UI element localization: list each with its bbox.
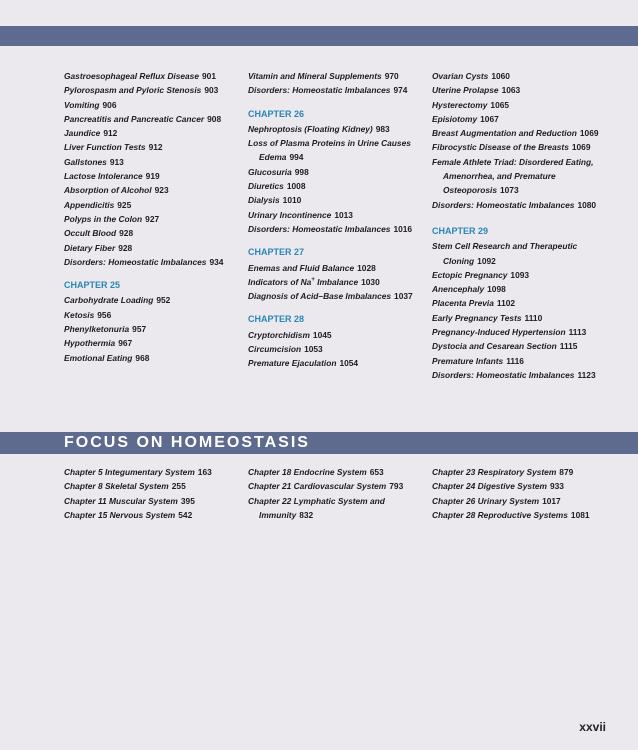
entry-title: Nephroptosis (Floating Kidney): [248, 123, 373, 134]
entry-title: Disorders: Homeostatic Imbalances: [64, 256, 207, 267]
entry-page: 1030: [361, 276, 380, 287]
entry-title: Stem Cell Research and Therapeutic Cloning: [432, 241, 578, 266]
entry-page: 923: [154, 185, 169, 196]
toc-entry: [64, 479, 244, 493]
toc-entry: [248, 222, 428, 236]
entry-page: 925: [117, 199, 132, 210]
entry-page: 1098: [487, 284, 506, 295]
entry-page: 983: [375, 123, 390, 134]
entry-page: 1102: [496, 298, 516, 309]
entry-page: 1016: [393, 223, 413, 234]
entry-title: Chapter 15 Nervous System: [64, 509, 176, 520]
entry-title: Urinary Incontinence: [248, 209, 332, 220]
entry-title: Disorders: Homeostatic Imbalances: [248, 85, 391, 96]
toc-entry: [64, 112, 244, 126]
entry-page: 934: [209, 256, 224, 267]
entry-title: Chapter 23 Respiratory System: [432, 467, 557, 477]
entry-title: Disorders: Homeostatic Imbalances: [432, 369, 575, 380]
chapter-heading: CHAPTER 28: [248, 314, 305, 325]
entry-page: 908: [207, 113, 222, 124]
entry-title: Premature Ejaculation: [248, 358, 337, 369]
toc-entry: [432, 268, 612, 282]
toc-entry: [248, 356, 428, 370]
entry-page: 1069: [571, 142, 591, 153]
toc-entry: [432, 112, 612, 126]
toc-entry: [432, 282, 612, 296]
entry-page: 1116: [506, 355, 524, 366]
entry-title: Dystocia and Cesarean Section: [432, 341, 557, 352]
entry-title: Phenylketonuria: [64, 324, 130, 335]
entry-page: 1115: [559, 341, 578, 352]
toc-entry: [432, 126, 612, 140]
entry-title: Diuretics: [248, 181, 284, 192]
entry-page: 1093: [510, 269, 530, 280]
entry-page: 957: [132, 324, 147, 335]
focus-band: [0, 432, 638, 454]
entry-page: 906: [102, 99, 117, 110]
toc-entry: [248, 208, 428, 222]
toc-entry: [432, 508, 612, 522]
entry-title: Chapter 26 Urinary System: [432, 495, 540, 506]
entry-title: Female Athlete Triad: Disordered Eating, Amenorrhea, and Premature Osteoporosis: [432, 156, 594, 196]
entry-title: Hysterectomy: [432, 99, 488, 110]
entry-page: 1110: [524, 312, 543, 323]
toc-entry: [432, 155, 612, 198]
entry-page: 1053: [304, 344, 323, 355]
toc-entry: [64, 508, 244, 522]
toc-entry: [248, 136, 428, 165]
page-number: xxvii: [579, 720, 606, 734]
entry-title: Chapter 21 Cardiovascular System: [248, 481, 387, 492]
entry-page: 913: [109, 156, 124, 167]
toc-entry: [64, 183, 244, 197]
toc-entry: [432, 311, 612, 325]
entry-title: Diagnosis of Acid–Base Imbalances: [248, 291, 392, 302]
entry-title-cont: Imbalance: [314, 276, 359, 287]
entry-title: Episiotomy: [432, 113, 478, 124]
toc-entry: [64, 336, 244, 350]
toc-entry: [248, 122, 428, 136]
toc-entry: [432, 198, 612, 212]
entry-title: Loss of Plasma Proteins in Urine Causes Edema: [248, 138, 411, 163]
chapter-heading: CHAPTER 26: [248, 108, 305, 119]
entry-superscript: +: [311, 277, 315, 284]
entry-page: 933: [549, 481, 564, 492]
entry-page: 912: [103, 128, 118, 139]
entry-title: Polyps in the Colon: [64, 213, 143, 224]
focus-title: FOCUS ON HOMEOSTASIS: [64, 434, 310, 451]
toc-column-1: [64, 69, 244, 365]
entry-page: 1010: [282, 195, 302, 206]
toc-entry: [248, 69, 428, 83]
entry-page: 903: [204, 85, 219, 96]
entry-page: 1081: [570, 509, 590, 520]
entry-title: Occult Blood: [64, 228, 117, 239]
entry-title: Enemas and Fluid Balance: [248, 262, 355, 273]
focus-column-1: [64, 465, 244, 522]
toc-entry: [432, 479, 612, 493]
entry-page: 879: [559, 467, 574, 477]
toc-entry: [64, 255, 244, 269]
chapter-heading: CHAPTER 29: [432, 225, 489, 236]
toc-entry: [248, 261, 428, 275]
toc-entry: [64, 140, 244, 154]
entry-page: 255: [171, 481, 186, 492]
entry-page: 967: [118, 338, 133, 349]
entry-title: Lactose Intolerance: [64, 171, 143, 182]
entry-title: Chapter 8 Skeletal System: [64, 481, 169, 492]
entry-page: 1065: [490, 99, 510, 110]
entry-page: 1037: [394, 291, 413, 302]
toc-entry: [248, 342, 428, 356]
entry-title: Cryptorchidism: [248, 329, 310, 340]
toc-entry: [64, 465, 244, 479]
entry-page: 970: [384, 71, 399, 81]
focus-column-2: [248, 465, 428, 522]
toc-entry: [64, 226, 244, 240]
toc-entry: [432, 354, 612, 368]
chapter-heading: CHAPTER 25: [64, 280, 121, 291]
entry-title: Fibrocystic Disease of the Breasts: [432, 142, 569, 153]
entry-title: Absorption of Alcohol: [64, 185, 152, 196]
entry-title: Placenta Previa: [432, 298, 494, 309]
entry-page: 974: [393, 85, 408, 96]
entry-page: 1063: [501, 85, 521, 96]
entry-title: Vitamin and Mineral Supplements: [248, 71, 382, 81]
toc-entry: [432, 494, 612, 508]
entry-title: Glucosuria: [248, 166, 292, 177]
entry-title: Jaundice: [64, 128, 101, 139]
entry-page: 163: [197, 467, 212, 477]
entry-title: Appendicitis: [64, 199, 115, 210]
entry-page: 1113: [568, 327, 587, 338]
entry-page: 952: [156, 295, 171, 306]
entry-page: 919: [145, 171, 160, 182]
toc-entry: [432, 239, 612, 268]
toc-entry: [64, 83, 244, 97]
entry-title: Ectopic Pregnancy: [432, 269, 508, 280]
toc-entry: [64, 293, 244, 307]
entry-title: Chapter 18 Endocrine System: [248, 467, 367, 477]
entry-title: Dialysis: [248, 195, 280, 206]
toc-entry: [248, 275, 428, 289]
toc-entry: [432, 83, 612, 97]
toc-entry: [64, 155, 244, 169]
entry-title: Breast Augmentation and Reduction: [432, 128, 577, 139]
toc-entry: [432, 339, 612, 353]
entry-page: 994: [289, 152, 304, 163]
entry-page: 1028: [357, 262, 376, 273]
toc-entry: [248, 465, 428, 479]
toc-entry: [432, 325, 612, 339]
entry-page: 1008: [286, 181, 306, 192]
entry-title: Chapter 11 Muscular System: [64, 495, 178, 506]
toc-entry: [248, 494, 428, 523]
entry-title: Premature Infants: [432, 355, 504, 366]
entry-title: Pancreatitis and Pancreatic Cancer: [64, 113, 205, 124]
toc-entry: [248, 289, 428, 303]
entry-title: Anencephaly: [432, 284, 485, 295]
entry-page: 1045: [312, 329, 332, 340]
toc-entry: [248, 83, 428, 97]
toc-entry: [64, 212, 244, 226]
entry-title: Chapter 22 Lymphatic System and Immunity: [248, 495, 385, 520]
chapter-heading: CHAPTER 27: [248, 247, 305, 258]
toc-entry: [248, 165, 428, 179]
toc-entry: [64, 308, 244, 322]
entry-page: 1013: [334, 209, 353, 220]
entry-title: Pregnancy-Induced Hypertension: [432, 327, 566, 338]
entry-page: 928: [118, 242, 133, 253]
entry-page: 395: [180, 495, 195, 506]
toc-entry: [432, 98, 612, 112]
focus-column-3: [432, 465, 612, 522]
entry-page: 912: [148, 142, 163, 153]
entry-page: 1054: [339, 358, 359, 369]
entry-title: Ketosis: [64, 309, 95, 320]
toc-entry: [64, 241, 244, 255]
entry-title: Gastroesophageal Reflux Disease: [64, 71, 199, 81]
entry-title: Disorders: Homeostatic Imbalances: [248, 223, 391, 234]
entry-page: 653: [369, 467, 384, 477]
entry-title: Circumcision: [248, 344, 302, 355]
entry-title: Chapter 5 Integumentary System: [64, 467, 195, 477]
entry-title: Indicators of Na: [248, 276, 312, 287]
entry-page: 968: [135, 352, 150, 363]
toc-entry: [64, 126, 244, 140]
entry-title: Dietary Fiber: [64, 242, 116, 253]
entry-page: 542: [178, 509, 193, 520]
toc-entry: [248, 479, 428, 493]
toc-entry: [64, 198, 244, 212]
entry-title: Chapter 28 Reproductive Systems: [432, 509, 568, 520]
entry-page: 998: [294, 166, 309, 177]
entry-title: Ovarian Cysts: [432, 71, 489, 81]
entry-page: 956: [97, 309, 112, 320]
top-band: [0, 26, 638, 46]
entry-title: Disorders: Homeostatic Imbalances: [432, 199, 575, 210]
entry-page: 1017: [542, 495, 561, 506]
entry-page: 928: [119, 228, 134, 239]
toc-entry: [64, 494, 244, 508]
entry-title: Chapter 24 Digestive System: [432, 481, 547, 492]
entry-title: Emotional Eating: [64, 352, 133, 363]
toc-column-3: [432, 69, 612, 382]
toc-entry: [432, 465, 612, 479]
entry-page: 832: [299, 509, 314, 520]
entry-title: Liver Function Tests: [64, 142, 146, 153]
entry-page: 793: [389, 481, 404, 492]
toc-entry: [248, 179, 428, 193]
toc-entry: [64, 69, 244, 83]
toc-entry: [248, 328, 428, 342]
entry-title: Early Pregnancy Tests: [432, 312, 522, 323]
toc-entry: [432, 368, 612, 382]
toc-entry: [432, 296, 612, 310]
toc-entry: [432, 140, 612, 154]
toc-entry: [64, 98, 244, 112]
toc-entry: [64, 351, 244, 365]
entry-title: Hypothermia: [64, 338, 116, 349]
toc-entry: [432, 69, 612, 83]
toc-column-2: [248, 69, 428, 371]
entry-page: 901: [202, 71, 216, 81]
entry-page: 1073: [499, 185, 519, 196]
entry-page: 1123: [577, 369, 596, 380]
entry-page: 1067: [480, 113, 499, 124]
entry-title: Uterine Prolapse: [432, 85, 499, 96]
entry-page: 1060: [491, 71, 510, 81]
entry-page: 927: [145, 213, 160, 224]
toc-entry: [64, 169, 244, 183]
entry-page: 1080: [577, 199, 597, 210]
entry-page: 1092: [477, 255, 496, 266]
entry-title: Gallstones: [64, 156, 107, 167]
entry-title: Vomiting: [64, 99, 100, 110]
entry-page: 1069: [579, 128, 599, 139]
toc-entry: [248, 193, 428, 207]
toc-entry: [64, 322, 244, 336]
entry-title: Carbohydrate Loading: [64, 295, 154, 306]
entry-title: Pylorospasm and Pyloric Stenosis: [64, 85, 202, 96]
